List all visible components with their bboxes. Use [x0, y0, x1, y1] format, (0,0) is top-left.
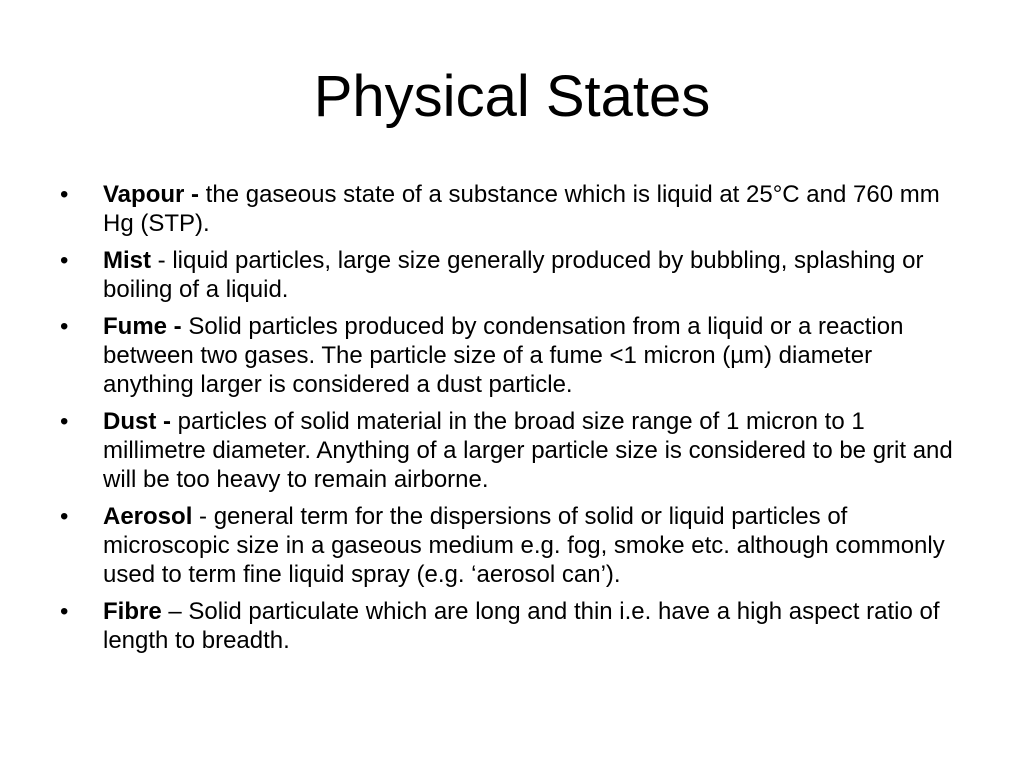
bullet-text: – Solid particulate which are long and thin i.e. have a high aspect ratio of length to breadth. [103, 598, 940, 654]
bullet-icon: • [60, 313, 69, 340]
bullet-term: Vapour - [103, 181, 200, 208]
bullet-list [60, 180, 960, 663]
bullet-text: particles of solid material in the broad size range of 1 micron to 1 millimetre diameter. Anything of a larger particle size is considered to be grit and will be too heavy to remain airborne. [103, 408, 953, 493]
bullet-item-aerosol [60, 502, 960, 589]
bullet-text: - liquid particles, large size generally produced by bubbling, splashing or boiling of a liquid. [103, 247, 924, 303]
bullet-icon: • [60, 503, 69, 530]
bullet-text: the gaseous state of a substance which is liquid at 25°C and 760 mm Hg (STP). [103, 181, 940, 237]
bullet-term: Fume - [103, 313, 182, 340]
bullet-text: - general term for the dispersions of solid or liquid particles of microscopic size in a gaseous medium e.g. fog, smoke etc. although commonly used to term fine liquid spray (e.g. ‘aerosol can’). [103, 503, 945, 588]
bullet-item-vapour [60, 180, 960, 238]
slide-title: Physical States [313, 64, 711, 129]
bullet-term: Mist [103, 247, 151, 274]
bullet-term: Dust - [103, 408, 171, 435]
bullet-icon: • [60, 408, 69, 435]
bullet-item-mist [60, 246, 960, 304]
bullet-text: Solid particles produced by condensation from a liquid or a reaction between two gases. The particle size of a fume <1 micron (µm) diameter anything larger is considered a dust particle. [103, 313, 904, 398]
bullet-item-dust [60, 407, 960, 494]
bullet-item-fume [60, 312, 960, 399]
bullet-icon: • [60, 598, 69, 625]
bullet-term: Fibre [103, 598, 162, 625]
bullet-icon: • [60, 247, 69, 274]
bullet-icon: • [60, 181, 69, 208]
bullet-term: Aerosol [103, 503, 193, 530]
bullet-item-fibre [60, 597, 960, 655]
